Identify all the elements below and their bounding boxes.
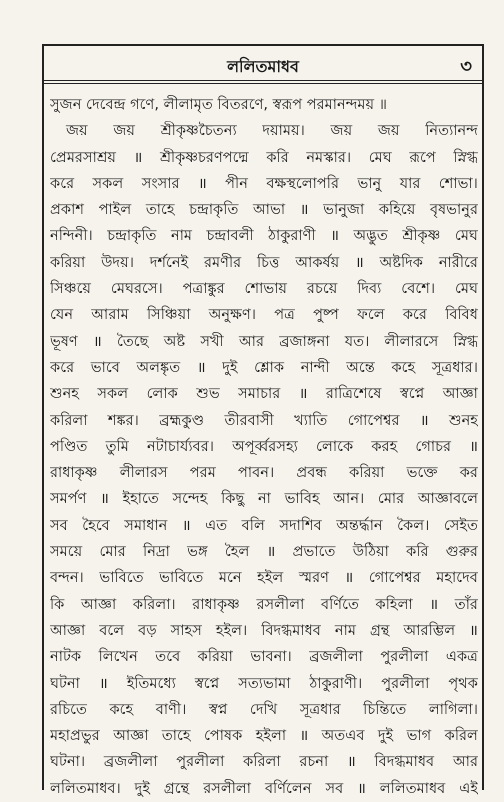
text-line: যেন আরাম সিঞ্চিয়া অনুক্ষণ। পত্র পুষ্প ফলে করে বিবিধ (50, 306, 478, 324)
text-line: নাটক লিখেন তবে করিয়া ভাবনা। ব্রজলীলা পুরলীলা একত্র (50, 648, 478, 666)
text-line: ঘটনা। ব্রজলীলা পুরলীলা করিলা রচনা ॥ বিদগ্ধমাধব আর (50, 753, 478, 771)
text-line: নন্দিনী। চন্দ্রাকৃতি নাম চন্দ্রাবলী ঠাকুরাণী ॥ অদ্ভুত শ্রীকৃষ্ণ মেঘ (50, 227, 478, 245)
text-line: আজ্ঞা বলে বড় সাহস হইল। বিদগ্ধমাধব নাম গ্রন্থ আরম্ভিল ॥ (50, 621, 478, 639)
text-line: সিঞ্চয়ে মেঘরসে। পত্রাঙ্কুর শোভায় রচয়ে দিব্য বেশে। মেঘ (50, 280, 478, 298)
text-line: প্রকাশ পাইল তাহে চন্দ্রাকৃতি আভা ॥ ভানুজা কহিয়ে বৃষভানুর (50, 201, 478, 219)
text-line: সময়ে মোর নিদ্রা ভঙ্গ হৈল ॥ প্রভাতে উঠিয়া করি গুরুর (50, 543, 478, 561)
text-line: রচিতে কহে বাণী। স্বপ্ন দেখি সূত্রধার চিন্তিতে লাগিলা। (50, 700, 478, 718)
running-title: ললিতমাধব (227, 57, 299, 76)
body-text (50, 92, 478, 802)
text-line: করিলা শঙ্কর। ব্রহ্মকুণ্ড তীরবাসী খ্যাতি গোপেশ্বর ॥ শুনহ (50, 411, 478, 429)
text-line: ঘটনা ॥ ইতিমধ্যে স্বপ্নে সত্যভামা ঠাকুরাণী। পুরলীলা পৃথক (50, 674, 478, 692)
text-line: মহাপ্রভুর আজ্ঞা তাহে পোষক হইলা ॥ অতএব দুই ভাগ করিল (50, 727, 478, 745)
text-line: করে সকল সংসার ॥ পীন বক্ষস্থলোপরি ভানু যার শোভা। (50, 174, 478, 192)
text-line: সমর্পণ ॥ ইহাতে সন্দেহ কিছু না ভাবিহ আন। মোর আজ্ঞাবলে (50, 490, 478, 508)
text-line: করে ভাবে অলঙ্কৃত ॥ দুই শ্লোক নান্দী অন্তে কহে সূত্রধার। (50, 358, 478, 376)
running-header (42, 44, 484, 84)
text-line: সব হৈবে সমাধান ॥ এত বলি সদাশিব অন্তর্দ্ধান কৈল। সেইত (50, 516, 478, 534)
text-line: ভূষণ ॥ তৈছে অষ্ট সখী আর ব্রজাঙ্গনা যত। লীলারসে স্নিগ্ধ (50, 332, 478, 350)
text-line: জয় জয় শ্রীকৃষ্ণচৈতন্য দয়াময়। জয় জয় নিত্যানন্দ (66, 122, 478, 140)
text-line: শুনহ সকল লোক শুভ সমাচার ॥ রাত্রিশেষে স্বপ্নে আজ্ঞা (50, 385, 478, 403)
text-line: পণ্ডিত তুমি নটাচার্য্যবর। অপূর্ব্বরসহ্য লোকে করহ গোচর ॥ (50, 437, 478, 455)
text-line: প্রেমরসাশ্রয় ॥ শ্রীকৃষ্ণচরণপদ্মে করি নমস্কার। মেঘ রূপে স্নিগ্ধ (50, 148, 478, 166)
page-number: ৩ (460, 56, 472, 77)
text-line: সুজন দেবেন্দ্র গণে, লীলামৃত বিতরণে, স্বরূপ পরমানন্দময় ॥ (50, 96, 388, 113)
text-line: কি আজ্ঞা করিলা। রাধাকৃষ্ণ রসলীলা বর্ণিতে কহিলা ॥ তাঁর (50, 595, 478, 613)
text-line: করিয়া উদয়। দর্শনেই রমণীর চিত্ত আকর্ষয় ॥ অষ্টদিক নারীরে (50, 253, 478, 271)
text-line: ললিতমাধব। দুই গ্রন্থে রসলীলা বর্ণিলেন সব ॥ ললিতমাধব এই (50, 779, 478, 797)
text-line: রাধাকৃষ্ণ লীলারস পরম পাবন। প্রবন্ধ করিয়া ভক্তে কর (50, 464, 478, 482)
text-line: বন্দন। ভাবিতে ভাবিতে মনে হইল স্মরণ ॥ গোপেশ্বর মহাদেব (50, 569, 478, 587)
